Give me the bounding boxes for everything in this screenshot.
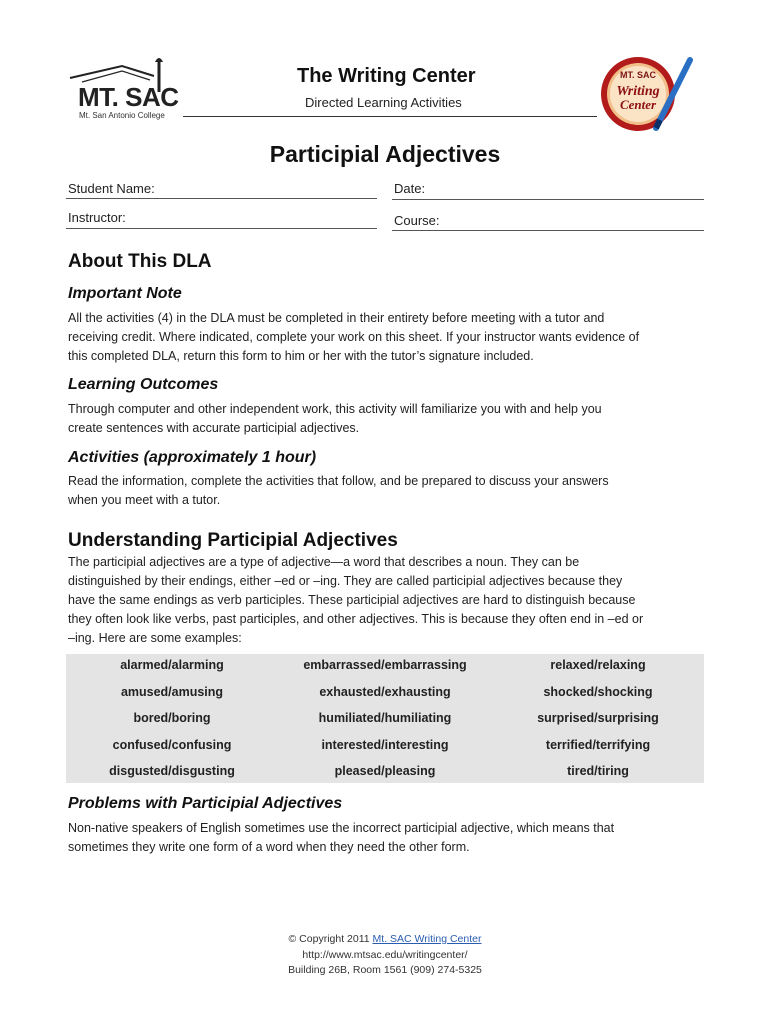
learning-outcomes-heading: Learning Outcomes: [68, 376, 219, 393]
important-note-text: All the activities (4) in the DLA must be completed in their entirety before meeting with a tutor and receiving credit. Where indicated, complete your work on this sheet. If your instructor wants evidence of this completed DLA, return this form to him or her with the tutor’s signature included.: [68, 311, 640, 363]
course-label: Course:: [394, 213, 440, 228]
table-cell: disgusted/disgusting: [109, 764, 235, 778]
document-title: Participial Adjectives: [269, 141, 501, 167]
table-cell: exhausted/exhausting: [319, 685, 451, 699]
table-cell: confused/confusing: [112, 738, 232, 752]
learning-outcomes-text: Through computer and other independent work, this activity will familiarize you with and help you create sentences with accurate participial adjectives.: [68, 402, 602, 435]
header-rule: [183, 116, 597, 117]
table-cell: shocked/shocking: [543, 685, 653, 699]
writing-center-link[interactable]: Mt. SAC Writing Center: [372, 933, 482, 945]
instructor-label: Instructor:: [68, 210, 126, 225]
logo-name: MT. SAC: [78, 82, 179, 112]
logo-subtitle: Mt. San Antonio College: [79, 111, 165, 120]
table-cell: relaxed/relaxing: [550, 658, 646, 672]
student-name-field[interactable]: [66, 198, 377, 199]
activities-text: Read the information, complete the activities that follow, and be prepared to discuss your answers when you meet with a tutor.: [68, 474, 609, 507]
understanding-heading: Understanding Participial Adjectives: [68, 530, 398, 551]
table-cell: terrified/terrifying: [545, 738, 651, 752]
table-cell: amused/amusing: [120, 685, 224, 699]
table-cell: tired/tiring: [567, 764, 629, 778]
table-cell: embarrassed/embarrassing: [303, 658, 467, 672]
header-subtitle: Directed Learning Activities: [305, 95, 462, 110]
course-field[interactable]: [392, 230, 704, 231]
table-cell: surprised/surprising: [537, 711, 659, 725]
date-field[interactable]: [392, 199, 704, 200]
header-title: The Writing Center: [297, 65, 476, 87]
activities-heading: Activities (approximately 1 hour): [68, 449, 317, 466]
footer-address: Building 26B, Room 1561 (909) 274-5325: [288, 964, 482, 976]
table-cell: bored/boring: [133, 711, 211, 725]
student-name-label: Student Name:: [68, 181, 155, 196]
about-heading: About This DLA: [68, 251, 212, 272]
footer-url: http://www.mtsac.edu/writingcenter/: [302, 949, 468, 961]
mtsac-logo: [62, 52, 187, 124]
problems-text: Non-native speakers of English sometimes use the incorrect participial adjective, which means that sometimes they write one form of a word when they need the other form.: [68, 821, 615, 854]
problems-heading: Problems with Participial Adjectives: [68, 795, 343, 812]
svg-text:Writing: Writing: [616, 84, 660, 99]
svg-text:Center: Center: [619, 97, 657, 112]
table-cell: interested/interesting: [321, 738, 449, 752]
footer-copyright: © Copyright 2011 Mt. SAC Writing Center: [288, 933, 482, 945]
important-note-heading: Important Note: [68, 285, 182, 302]
date-label: Date:: [394, 181, 426, 196]
understanding-text: The participial adjectives are a type of adjective—a word that describes a noun. They can be distinguished by their endings, either –ed or –ing. They are called participial adjectives because they have the same endings as verb participles. These participial adjectives are hard to distinguish because they often look like verbs, past participles, and other adjectives. This is because they often end in –ed or –ing. Here are some examples:: [68, 555, 644, 645]
table-cell: alarmed/alarming: [120, 658, 224, 672]
examples-table: [66, 654, 704, 783]
instructor-field[interactable]: [66, 228, 377, 229]
svg-text:MT. SAC: MT. SAC: [620, 70, 656, 80]
table-cell: pleased/pleasing: [334, 764, 436, 778]
writing-center-logo: [598, 52, 696, 134]
table-cell: humiliated/humiliating: [318, 711, 452, 725]
